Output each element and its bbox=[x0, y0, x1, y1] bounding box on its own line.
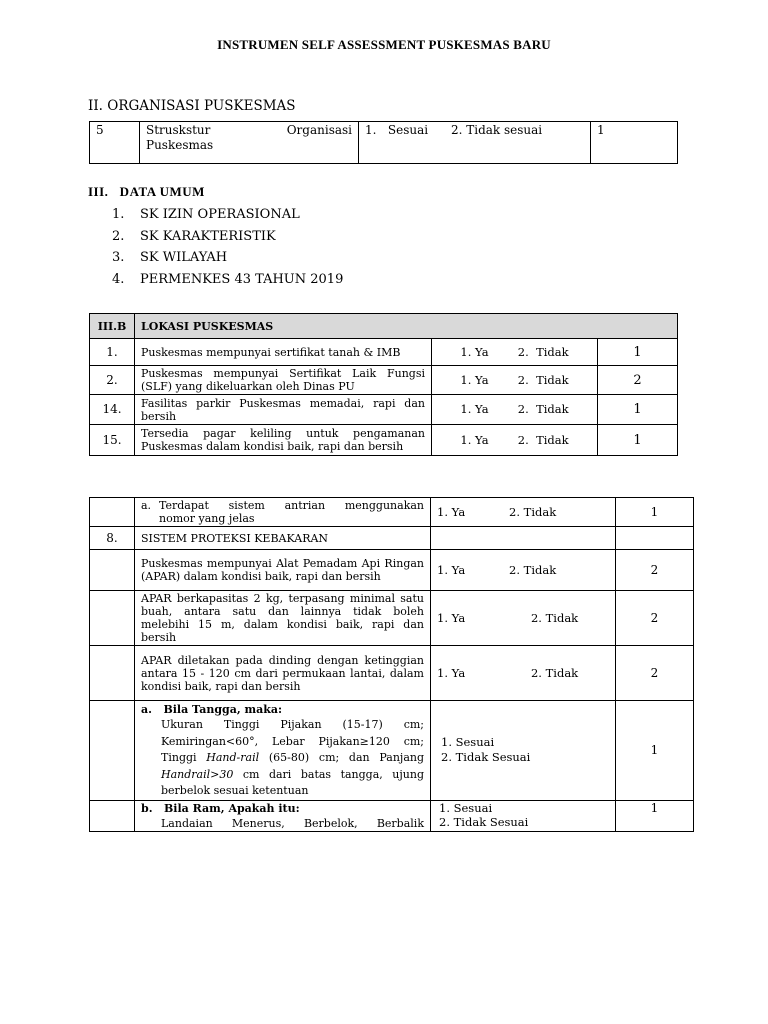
row-score: 1 bbox=[598, 395, 678, 425]
row-options: 1. Ya 2. Tidak bbox=[432, 366, 598, 395]
ram-label: b. Bila Ram, Apakah itu: bbox=[141, 801, 300, 815]
lokasi-code: III.B bbox=[90, 314, 135, 339]
row-number: 5 bbox=[90, 122, 140, 164]
row-options: 1. Ya 2. Tidak bbox=[431, 550, 616, 591]
row-score: 2 bbox=[616, 550, 694, 591]
table-row bbox=[90, 646, 694, 701]
ram-description: Landaian Menerus, Berbelok, Berbalik bbox=[161, 816, 424, 830]
table-row bbox=[90, 339, 678, 366]
row-score: 1 bbox=[616, 701, 694, 801]
row-item bbox=[140, 122, 359, 164]
row-text: APAR diletakan pada dinding dengan ketinggian antara 15 - 120 cm dari permukaan lantai, dalam kondisi baik, rapi dan bersih bbox=[135, 646, 431, 701]
row-number: 14. bbox=[90, 395, 135, 425]
table-row bbox=[90, 800, 694, 831]
row-options: 1. Ya 2. Tidak bbox=[431, 646, 616, 701]
data-umum-list bbox=[88, 204, 343, 290]
section-data-umum-heading: III. DATA UMUM bbox=[88, 184, 205, 199]
list-item: 1. SK IZIN OPERASIONAL bbox=[112, 207, 300, 222]
row-score: 1 bbox=[616, 498, 694, 527]
row-options: 1. Ya 2. Tidak bbox=[431, 498, 616, 527]
table-row bbox=[90, 425, 678, 456]
list-item: 3. SK WILAYAH bbox=[112, 250, 228, 265]
table-header-row bbox=[90, 314, 678, 339]
document-title: INSTRUMEN SELF ASSESSMENT PUSKESMAS BARU bbox=[217, 37, 551, 52]
row-score: 2 bbox=[616, 591, 694, 646]
antrian-line-2: nomor yang jelas bbox=[159, 512, 255, 525]
row-text: a. Terdapat sistem antrian menggunakan nomor yang jelas bbox=[135, 498, 431, 527]
table-row bbox=[90, 550, 694, 591]
row-text bbox=[135, 701, 431, 801]
row-options: 1. Ya 2. Tidak bbox=[432, 395, 598, 425]
row-options: 1. Ya 2. Tidak bbox=[432, 425, 598, 456]
lokasi-heading: LOKASI PUSKESMAS bbox=[135, 314, 678, 339]
row-text: Puskesmas mempunyai sertifikat tanah & IMB bbox=[135, 339, 432, 366]
table-row bbox=[90, 366, 678, 395]
row-options: 1. Sesuai 2. Tidak sesuai bbox=[359, 122, 591, 164]
table-row bbox=[90, 701, 694, 801]
sistem-table bbox=[89, 497, 694, 832]
list-item: 2. SK KARAKTERISTIK bbox=[112, 228, 276, 244]
table-row bbox=[90, 498, 694, 527]
row-text: Tersedia pagar keliling untuk pengamanan Puskesmas dalam kondisi baik, rapi dan bersih bbox=[135, 425, 432, 456]
row-text bbox=[135, 800, 431, 831]
row-number: 2. bbox=[90, 366, 135, 395]
row-number: 15. bbox=[90, 425, 135, 456]
table-row bbox=[90, 395, 678, 425]
item-line-2: Puskesmas bbox=[146, 138, 214, 152]
table-row bbox=[90, 122, 678, 164]
row-text: Puskesmas mempunyai Alat Pemadam Api Ringan (APAR) dalam kondisi baik, rapi dan bersih bbox=[135, 550, 431, 591]
row-options: 1. Ya 2. Tidak bbox=[431, 591, 616, 646]
tangga-label: a. Bila Tangga, maka: bbox=[141, 703, 283, 716]
row-text: Puskesmas mempunyai Sertifikat Laik Fungsi (SLF) yang dikeluarkan oleh Dinas PU bbox=[135, 366, 432, 395]
row-options: 1. Sesuai 2. Tidak Sesuai bbox=[431, 701, 616, 801]
row-number: 1. bbox=[90, 339, 135, 366]
row-number bbox=[90, 498, 135, 527]
row-score: 1 bbox=[598, 339, 678, 366]
lokasi-table bbox=[89, 313, 678, 456]
row-score: 1 bbox=[591, 122, 678, 164]
section-organisasi-heading: II. ORGANISASI PUSKESMAS bbox=[88, 98, 296, 114]
row-text: APAR berkapasitas 2 kg, terpasang minimal satu buah, antara satu dan lainnya tidak boleh melebihi 15 m, dalam kondisi baik, rapi dan bersih bbox=[135, 591, 431, 646]
item-line-1: Struskstur Organisasi bbox=[146, 123, 352, 137]
row-score: 2 bbox=[616, 646, 694, 701]
row-score: 1 bbox=[598, 425, 678, 456]
antrian-line-1: Terdapat sistem antrian menggunakan bbox=[159, 499, 424, 512]
row-score: 1 bbox=[616, 800, 694, 831]
list-item: 4. PERMENKES 43 TAHUN 2019 bbox=[112, 271, 344, 287]
table-row bbox=[90, 591, 694, 646]
row-options: 1. Ya 2. Tidak bbox=[432, 339, 598, 366]
row-score: 2 bbox=[598, 366, 678, 395]
row-number: 8. bbox=[90, 527, 135, 550]
row-text: SISTEM PROTEKSI KEBAKARAN bbox=[135, 527, 431, 550]
row-text: Fasilitas parkir Puskesmas memadai, rapi dan bersih bbox=[135, 395, 432, 425]
tangga-description: Ukuran Tinggi Pijakan (15-17) cm; Kemiringan<60°, Lebar Pijakan≥120 cm; Tinggi Hand-rail (65-80) cm; dan Panjang Handrail>30 cm dari batas tangga, ujung berbelok sesuai ketentuan bbox=[161, 718, 424, 797]
row-options: 1. Sesuai 2. Tidak Sesuai bbox=[431, 800, 616, 831]
table-row bbox=[90, 527, 694, 550]
organisasi-table bbox=[89, 121, 678, 164]
